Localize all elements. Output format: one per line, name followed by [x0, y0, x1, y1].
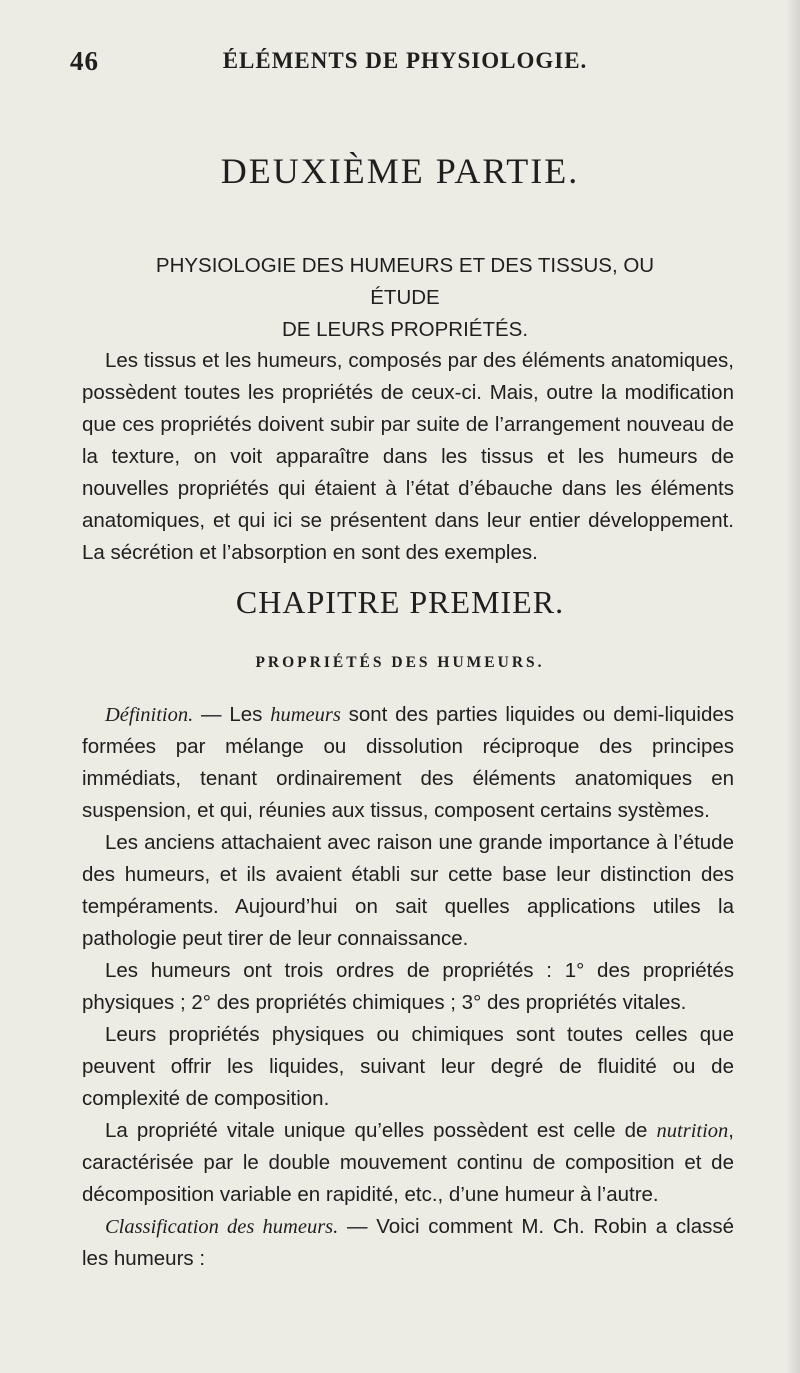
chapter-title: CHAPITRE PREMIER. [235, 584, 565, 620]
definition-paragraph [82, 699, 734, 827]
vital-property-text-start: La propriété vitale unique qu’elles possèdent est celle de [105, 1119, 657, 1142]
definition-label: Définition. [105, 704, 194, 726]
part-subtitle-line-2: DE LEURS PROPRIÉTÉS. [281, 318, 529, 341]
chapter-body [82, 699, 734, 1275]
part-title: DEUXIÈME PARTIE. [220, 151, 580, 191]
chapter-subtitle: PROPRIÉTÉS DES HUMEURS. [255, 654, 545, 671]
definition-term: humeurs [270, 704, 341, 726]
definition-text: sont des parties liquides ou demi-liquides formées par mélange ou dissolution réciproque des principes immédiats, tenant ordinairement des éléments anatomiques en suspension, et qui, réunies aux tissus, composent certains systèmes. [82, 703, 734, 822]
classification-paragraph [82, 1211, 734, 1275]
running-head: ÉLÉMENTS DE PHYSIOLOGIE. [222, 48, 588, 73]
page-number: 46 [70, 46, 99, 76]
properties-paragraph: Les humeurs ont trois ordres de propriétés : 1° des propriétés physiques ; 2° des propriétés chimiques ; 3° des propriétés vitales. [82, 959, 734, 1014]
physical-properties-paragraph: Leurs propriétés physiques ou chimiques sont toutes celles que peuvent offrir les liquides, suivant leur degré de fluidité ou de complexité de composition. [82, 1023, 734, 1110]
nutrition-term: nutrition [656, 1120, 729, 1142]
definition-separator: — Les [193, 703, 271, 726]
part-subtitle [125, 250, 685, 346]
page-edge-shadow [786, 0, 800, 1373]
classification-text: — Voici comment M. Ch. Robin a classé les humeurs : [82, 1215, 734, 1270]
intro-paragraph: Les tissus et les humeurs, composés par des éléments anatomiques, possèdent toutes les propriétés de ceux-ci. Mais, outre la modification que ces propriétés doivent subir par suite de l’arrangement nouveau de la texture, on voit apparaître dans les tissus et les humeurs de nouvelles propriétés qui étaient à l’état d’ébauche dans les éléments anatomiques, et qui ici se présentent dans leur entier développement. La sécrétion et l’absorption en sont des exemples. [82, 349, 734, 564]
part-subtitle-line-1: PHYSIOLOGIE DES HUMEURS ET DES TISSUS, OU ÉTUDE [155, 254, 655, 309]
vital-property-text-rest: , caractérisée par le double mouvement continu de composition et de décomposition variable en rapidité, etc., d’une humeur à l’autre. [82, 1119, 734, 1206]
history-paragraph: Les anciens attachaient avec raison une grande importance à l’étude des humeurs, et ils avaient établi sur cette base leur distinction des tempéraments. Aujourd’hui on sait quelles applications utiles la pathologie peut tirer de leur connaissance. [82, 831, 734, 950]
vital-property-paragraph [82, 1115, 734, 1211]
intro-section [82, 345, 734, 569]
page-header [70, 46, 740, 86]
classification-label: Classification des humeurs. [105, 1216, 339, 1238]
